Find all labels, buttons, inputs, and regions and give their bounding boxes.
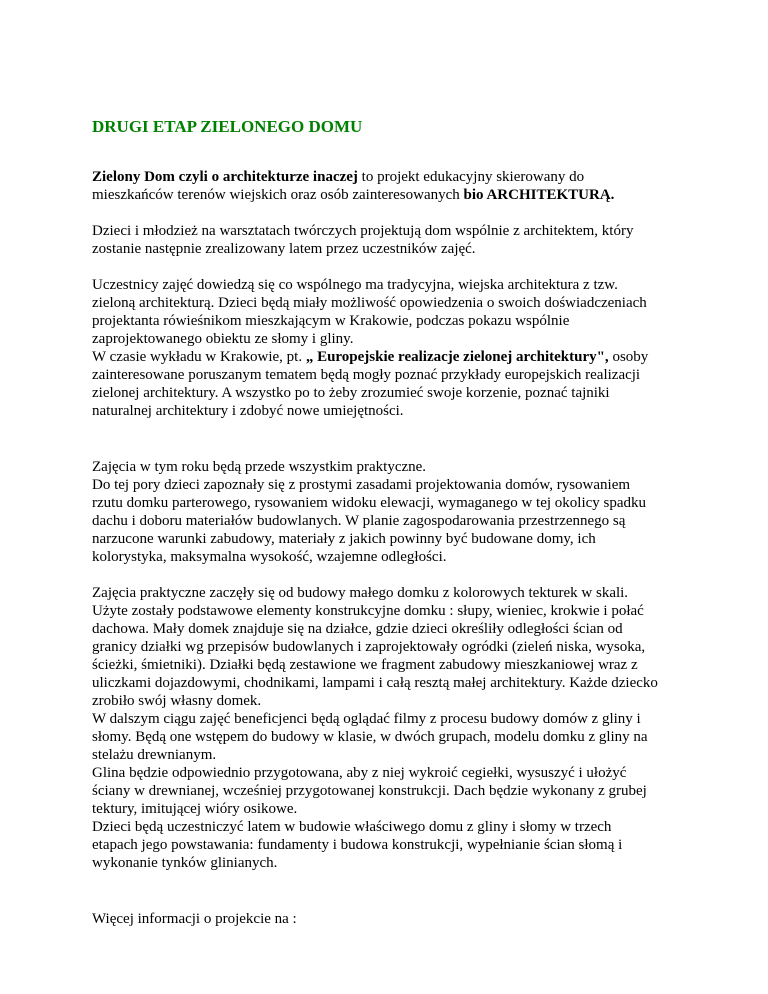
text-line: Zajęcia praktyczne zaczęły się od budowy małego domku z kolorowych tekturek w skali.	[92, 585, 629, 601]
document-body	[92, 168, 692, 928]
text-line: zainteresowane poruszanym tematem będą mogły poznać przykłady europejskich realizacji	[92, 367, 641, 383]
paragraph-more-info	[92, 910, 692, 928]
paragraph-participants	[92, 276, 692, 420]
bold-project-name: Zielony Dom czyli o architekturze inaczej	[92, 169, 358, 185]
text-line: zaprojektowanego obiektu ze słomy i gliny.	[92, 331, 354, 347]
bold-lecture-title: „ Europejskie realizacje zielonej architektury",	[305, 349, 609, 365]
text-line: Dzieci i młodzież na warsztatach twórczych projektują dom wspólnie z architektem, który	[92, 223, 634, 239]
text-line: Użyte zostały podstawowe elementy konstrukcyjne domku : słupy, wieniec, krokwie i połać	[92, 603, 644, 619]
text-span: mieszkańców terenów wiejskich oraz osób zainteresowanych	[92, 187, 464, 203]
text-line: zielonej architektury. A wszystko po to żeby zrozumieć swoje korzenie, poznać tajniki	[92, 385, 610, 401]
text-line: granicy działki wg przepisów budowlanych i zaprojektowały ogródki (zieleń niska, wysoka,	[92, 639, 646, 655]
text-line: etapach jego powstawania: fundamenty i budowa konstrukcji, wypełnianie ścian słomą i	[92, 837, 623, 853]
text-line: dachowa. Mały domek znajduje się na działce, gdzie dzieci określiły odległości ścian od	[92, 621, 623, 637]
text-line: narzucone warunki zabudowy, materiały z jakich powinny być budowane domy, ich	[92, 531, 596, 547]
text-line: zostanie następnie zrealizowany latem przez uczestników zajęć.	[92, 241, 476, 257]
text-line: zrobiło swój własny domek.	[92, 693, 262, 709]
text-line: projektanta rówieśnikom mieszkającym w Krakowie, podczas pokazu wspólnie	[92, 313, 570, 329]
text-line: W dalszym ciągu zajęć beneficjenci będą oglądać filmy z procesu budowy domów z gliny i	[92, 711, 641, 727]
paragraph-spacer	[92, 204, 692, 222]
text-line: ściany w drewnianej, wcześniej przygotowanej konstrukcji. Dach będzie wykonany z grubej	[92, 783, 647, 799]
text-span: W czasie wykładu w Krakowie, pt.	[92, 349, 306, 365]
text-line: słomy. Będą one wstępem do budowy w klasie, w dwóch grupach, modelu domku z gliny na	[92, 729, 648, 745]
paragraph-spacer	[92, 420, 692, 458]
text-line: tektury, imitującej wióry osikowe.	[92, 801, 298, 817]
paragraph-spacer	[92, 566, 692, 584]
paragraph-spacer	[92, 258, 692, 276]
text-line: uliczkami dojazdowymi, chodnikami, lampami i całą resztą małej architektury. Każde dziecko	[92, 675, 658, 691]
text-span: to projekt edukacyjny skierowany do	[357, 169, 585, 185]
paragraph-spacer	[92, 872, 692, 910]
text-line: stelażu drewnianym.	[92, 747, 217, 763]
text-line: zieloną architekturą. Dzieci będą miały możliwość opowiedzenia o swoich doświadczeniach	[92, 295, 647, 311]
text-line: Do tej pory dzieci zapoznały się z prostymi zasadami projektowania domów, rysowaniem	[92, 477, 631, 493]
text-line	[92, 348, 692, 366]
text-line: Więcej informacji o projekcie na :	[92, 911, 297, 927]
text-line	[92, 186, 692, 204]
paragraph-intro	[92, 168, 692, 204]
text-line: dachu i doboru materiałów budowlanych. W planie zagospodarowania przestrzennego są	[92, 513, 626, 529]
text-line: Dzieci będą uczestniczyć latem w budowie właściwego domu z gliny i słomy w trzech	[92, 819, 612, 835]
text-line: wykonanie tynków glinianych.	[92, 855, 278, 871]
document-title: DRUGI ETAP ZIELONEGO DOMU	[92, 117, 363, 136]
text-line: Zajęcia w tym roku będą przede wszystkim praktyczne.	[92, 459, 427, 475]
text-line: naturalnej architektury i zdobyć nowe umiejętności.	[92, 403, 404, 419]
bold-bio-architecture: bio ARCHITEKTURĄ.	[463, 187, 615, 203]
paragraph-workshops	[92, 222, 692, 258]
text-line: Glina będzie odpowiednio przygotowana, aby z niej wykroić cegiełki, wysuszyć i ułożyć	[92, 765, 627, 781]
text-line: kolorystyka, maksymalna wysokość, wzajemne odległości.	[92, 549, 447, 565]
text-line	[92, 168, 692, 186]
text-line: Uczestnicy zajęć dowiedzą się co wspólnego ma tradycyjna, wiejska architektura z tzw.	[92, 277, 618, 293]
paragraph-practical	[92, 458, 692, 566]
text-line: ścieżki, śmietniki). Działki będą zestawione we fragment zabudowy mieszkaniowej wraz z	[92, 657, 638, 673]
text-line: rzutu domku parterowego, rysowaniem widoku elewacji, wymaganego w tej okolicy spadku	[92, 495, 647, 511]
text-span: osoby	[608, 349, 649, 365]
paragraph-model-house	[92, 584, 692, 872]
